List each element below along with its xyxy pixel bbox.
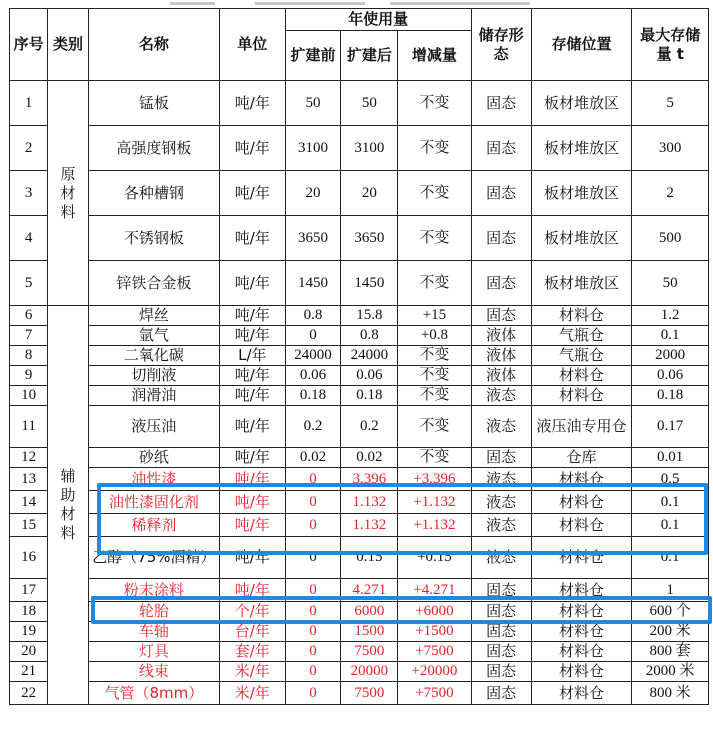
cell-storage-location: 板材堆放区 — [531, 216, 632, 261]
table-row — [10, 216, 709, 261]
cell-seq: 10 — [10, 386, 48, 406]
cell-unit: 吨/年 — [220, 326, 286, 346]
cell-name: 润滑油 — [88, 386, 219, 406]
cell-after: 24000 — [341, 346, 398, 366]
cell-before: 0.06 — [285, 366, 341, 386]
cell-seq: 18 — [10, 602, 48, 622]
cell-after: 3100 — [341, 126, 398, 171]
cell-change: 不变 — [398, 126, 471, 171]
cell-storage-location: 材料仓 — [531, 682, 632, 705]
cell-storage-form: 固态 — [471, 306, 531, 326]
cell-storage-form: 固态 — [471, 622, 531, 642]
materials-table — [9, 8, 709, 705]
category-raw-materials: 原材料 — [48, 81, 88, 306]
cell-after: 1.132 — [341, 491, 398, 514]
header-before: 扩建前 — [285, 31, 341, 81]
cell-storage-form: 固态 — [471, 662, 531, 682]
cell-max-storage: 600 个 — [632, 602, 709, 622]
cell-max-storage: 50 — [632, 261, 709, 306]
cell-unit: 吨/年 — [220, 406, 286, 448]
table-row — [10, 346, 709, 366]
cell-unit: L/年 — [220, 346, 286, 366]
cropped-caption-remnant — [0, 0, 713, 8]
cell-after: 20 — [341, 171, 398, 216]
cell-max-storage: 5 — [632, 81, 709, 126]
cell-seq: 3 — [10, 171, 48, 216]
cell-after: 0.2 — [341, 406, 398, 448]
table-row — [10, 126, 709, 171]
cell-max-storage: 0.01 — [632, 448, 709, 468]
cell-name: 高强度钢板 — [88, 126, 219, 171]
header-storage-form: 储存形态 — [471, 9, 531, 81]
table-row — [10, 682, 709, 705]
cell-before: 0 — [285, 491, 341, 514]
cell-max-storage: 0.18 — [632, 386, 709, 406]
cell-change: 不变 — [398, 81, 471, 126]
cell-seq: 11 — [10, 406, 48, 448]
cell-name: 线束 — [88, 662, 219, 682]
header-name: 名称 — [88, 9, 219, 81]
cell-unit: 吨/年 — [220, 216, 286, 261]
cell-storage-location: 气瓶仓 — [531, 326, 632, 346]
table-row — [10, 602, 709, 622]
cell-storage-form: 液态 — [471, 514, 531, 537]
cell-storage-location: 材料仓 — [531, 468, 632, 491]
cell-max-storage: 0.1 — [632, 537, 709, 579]
cell-storage-location: 材料仓 — [531, 514, 632, 537]
table-row — [10, 81, 709, 126]
cell-before: 3650 — [285, 216, 341, 261]
cell-before: 0.8 — [285, 306, 341, 326]
cell-storage-form: 固态 — [471, 642, 531, 662]
cell-max-storage: 1.2 — [632, 306, 709, 326]
cell-after: 7500 — [341, 682, 398, 705]
cell-storage-form: 固态 — [471, 81, 531, 126]
cell-max-storage: 0.1 — [632, 326, 709, 346]
cell-max-storage: 2 — [632, 171, 709, 216]
cell-change: +1.132 — [398, 491, 471, 514]
cell-name: 车轴 — [88, 622, 219, 642]
cell-unit: 吨/年 — [220, 579, 286, 602]
cell-storage-form: 固态 — [471, 602, 531, 622]
cell-name: 锌铁合金板 — [88, 261, 219, 306]
cell-after: 0.06 — [341, 366, 398, 386]
cell-seq: 7 — [10, 326, 48, 346]
cell-storage-location: 板材堆放区 — [531, 126, 632, 171]
cell-seq: 4 — [10, 216, 48, 261]
cell-max-storage: 2000 — [632, 346, 709, 366]
cell-after: 7500 — [341, 642, 398, 662]
cell-after: 0.02 — [341, 448, 398, 468]
cell-name: 焊丝 — [88, 306, 219, 326]
cell-after: 1450 — [341, 261, 398, 306]
table-body — [10, 81, 709, 705]
table-row — [10, 448, 709, 468]
table-row — [10, 537, 709, 579]
table-row — [10, 662, 709, 682]
cell-seq: 12 — [10, 448, 48, 468]
cell-before: 0 — [285, 537, 341, 579]
table-row — [10, 171, 709, 216]
cell-after: 0.15 — [341, 537, 398, 579]
cell-unit: 吨/年 — [220, 468, 286, 491]
cell-storage-location: 材料仓 — [531, 642, 632, 662]
cell-unit: 台/年 — [220, 622, 286, 642]
cell-storage-form: 液体 — [471, 326, 531, 346]
cell-storage-location: 材料仓 — [531, 306, 632, 326]
cell-unit: 吨/年 — [220, 171, 286, 216]
cell-after: 6000 — [341, 602, 398, 622]
cell-seq: 8 — [10, 346, 48, 366]
cell-before: 0 — [285, 326, 341, 346]
cell-before: 1450 — [285, 261, 341, 306]
cell-before: 0 — [285, 579, 341, 602]
cell-change: +1.132 — [398, 514, 471, 537]
cell-unit: 吨/年 — [220, 386, 286, 406]
cell-before: 24000 — [285, 346, 341, 366]
cell-storage-location: 液压油专用仓 — [531, 406, 632, 448]
cell-unit: 米/年 — [220, 682, 286, 705]
cell-change: +3.396 — [398, 468, 471, 491]
cell-name: 乙醇（75%酒精） — [88, 537, 219, 579]
cell-storage-form: 固态 — [471, 216, 531, 261]
cell-storage-location: 板材堆放区 — [531, 261, 632, 306]
table-row — [10, 579, 709, 602]
table-row — [10, 306, 709, 326]
table-row — [10, 514, 709, 537]
cell-seq: 2 — [10, 126, 48, 171]
cell-change: 不变 — [398, 346, 471, 366]
cell-storage-location: 板材堆放区 — [531, 171, 632, 216]
cell-unit: 吨/年 — [220, 126, 286, 171]
cell-change: +20000 — [398, 662, 471, 682]
cell-storage-location: 仓库 — [531, 448, 632, 468]
cell-name: 氩气 — [88, 326, 219, 346]
header-category: 类别 — [48, 9, 88, 81]
cell-storage-location: 材料仓 — [531, 622, 632, 642]
table-row — [10, 642, 709, 662]
table-row — [10, 468, 709, 491]
cell-after: 15.8 — [341, 306, 398, 326]
cell-seq: 13 — [10, 468, 48, 491]
cell-unit: 个/年 — [220, 602, 286, 622]
cell-before: 0 — [285, 662, 341, 682]
cell-storage-location: 材料仓 — [531, 386, 632, 406]
cell-seq: 20 — [10, 642, 48, 662]
cell-after: 20000 — [341, 662, 398, 682]
cell-unit: 吨/年 — [220, 81, 286, 126]
cell-change: +1500 — [398, 622, 471, 642]
cell-storage-form: 固态 — [471, 682, 531, 705]
header-after: 扩建后 — [341, 31, 398, 81]
cell-before: 3100 — [285, 126, 341, 171]
cell-name: 各种槽钢 — [88, 171, 219, 216]
cell-seq: 19 — [10, 622, 48, 642]
cell-name: 液压油 — [88, 406, 219, 448]
cell-before: 50 — [285, 81, 341, 126]
cell-name: 灯具 — [88, 642, 219, 662]
table-row — [10, 261, 709, 306]
cell-change: 不变 — [398, 448, 471, 468]
cell-before: 0 — [285, 622, 341, 642]
cell-unit: 套/年 — [220, 642, 286, 662]
cell-after: 1.132 — [341, 514, 398, 537]
table-row — [10, 406, 709, 448]
header-seq: 序号 — [10, 9, 48, 81]
cell-name: 不锈钢板 — [88, 216, 219, 261]
cell-name: 锰板 — [88, 81, 219, 126]
cell-unit: 吨/年 — [220, 537, 286, 579]
cell-seq: 16 — [10, 537, 48, 579]
cell-change: +7500 — [398, 682, 471, 705]
cell-storage-location: 气瓶仓 — [531, 346, 632, 366]
cell-max-storage: 0.1 — [632, 491, 709, 514]
cell-seq: 6 — [10, 306, 48, 326]
cell-after: 0.18 — [341, 386, 398, 406]
header-max-storage: 最大存储量 t — [632, 9, 709, 81]
cell-name: 二氧化碳 — [88, 346, 219, 366]
cell-storage-location: 材料仓 — [531, 602, 632, 622]
cell-after: 3.396 — [341, 468, 398, 491]
cell-storage-location: 材料仓 — [531, 579, 632, 602]
cell-before: 0 — [285, 514, 341, 537]
cell-storage-form: 液态 — [471, 491, 531, 514]
cell-name: 粉末涂料 — [88, 579, 219, 602]
table-row — [10, 326, 709, 346]
cell-after: 1500 — [341, 622, 398, 642]
cell-storage-form: 液态 — [471, 386, 531, 406]
cell-change: +0.15 — [398, 537, 471, 579]
cell-name: 轮胎 — [88, 602, 219, 622]
cell-seq: 15 — [10, 514, 48, 537]
cell-storage-form: 固态 — [471, 448, 531, 468]
cell-storage-form: 液态 — [471, 468, 531, 491]
table-row — [10, 622, 709, 642]
cell-change: +6000 — [398, 602, 471, 622]
cell-storage-location: 材料仓 — [531, 491, 632, 514]
cell-name: 气管（8mm） — [88, 682, 219, 705]
cell-seq: 9 — [10, 366, 48, 386]
cell-storage-location: 材料仓 — [531, 662, 632, 682]
cell-storage-form: 液体 — [471, 366, 531, 386]
cell-max-storage: 0.17 — [632, 406, 709, 448]
cell-max-storage: 800 套 — [632, 642, 709, 662]
cell-before: 0.02 — [285, 448, 341, 468]
cell-after: 0.8 — [341, 326, 398, 346]
cell-seq: 21 — [10, 662, 48, 682]
cell-before: 0 — [285, 682, 341, 705]
cell-max-storage: 800 米 — [632, 682, 709, 705]
cell-change: 不变 — [398, 261, 471, 306]
cell-max-storage: 2000 米 — [632, 662, 709, 682]
header-annual-usage: 年使用量 — [285, 9, 471, 31]
cell-storage-form: 液态 — [471, 537, 531, 579]
cell-max-storage: 1 — [632, 579, 709, 602]
cell-storage-form: 液态 — [471, 406, 531, 448]
category-aux-materials: 辅助材料 — [48, 306, 88, 705]
cell-unit: 吨/年 — [220, 261, 286, 306]
cell-after: 4.271 — [341, 579, 398, 602]
cell-storage-form: 液体 — [471, 346, 531, 366]
cell-before: 0 — [285, 642, 341, 662]
cell-max-storage: 300 — [632, 126, 709, 171]
cell-change: +15 — [398, 306, 471, 326]
header-change: 增减量 — [398, 31, 471, 81]
cell-name: 砂纸 — [88, 448, 219, 468]
cell-seq: 1 — [10, 81, 48, 126]
cell-unit: 吨/年 — [220, 514, 286, 537]
cell-change: 不变 — [398, 386, 471, 406]
cell-storage-form: 固态 — [471, 126, 531, 171]
cell-storage-form: 固态 — [471, 171, 531, 216]
cell-change: +4.271 — [398, 579, 471, 602]
cell-storage-form: 固态 — [471, 579, 531, 602]
cell-before: 0.2 — [285, 406, 341, 448]
cell-storage-location: 板材堆放区 — [531, 81, 632, 126]
cell-seq: 17 — [10, 579, 48, 602]
cell-change: 不变 — [398, 406, 471, 448]
cell-unit: 吨/年 — [220, 366, 286, 386]
cell-name: 切削液 — [88, 366, 219, 386]
cell-change: 不变 — [398, 366, 471, 386]
cell-storage-location: 材料仓 — [531, 537, 632, 579]
cell-change: 不变 — [398, 171, 471, 216]
cell-max-storage: 0.06 — [632, 366, 709, 386]
table-row — [10, 386, 709, 406]
header-unit: 单位 — [220, 9, 286, 81]
header-row-1 — [10, 9, 709, 31]
cell-after: 50 — [341, 81, 398, 126]
cell-unit: 吨/年 — [220, 448, 286, 468]
table-row — [10, 491, 709, 514]
cell-after: 3650 — [341, 216, 398, 261]
cell-seq: 14 — [10, 491, 48, 514]
cell-change: 不变 — [398, 216, 471, 261]
cell-before: 0 — [285, 468, 341, 491]
cell-max-storage: 500 — [632, 216, 709, 261]
cell-before: 0.18 — [285, 386, 341, 406]
cell-max-storage: 0.5 — [632, 468, 709, 491]
cell-name: 油性漆固化剂 — [88, 491, 219, 514]
table-row — [10, 366, 709, 386]
cell-max-storage: 0.1 — [632, 514, 709, 537]
cell-seq: 22 — [10, 682, 48, 705]
header-storage-location: 存储位置 — [531, 9, 632, 81]
cell-change: +0.8 — [398, 326, 471, 346]
cell-unit: 吨/年 — [220, 306, 286, 326]
cell-storage-form: 固态 — [471, 261, 531, 306]
cell-change: +7500 — [398, 642, 471, 662]
cell-unit: 吨/年 — [220, 491, 286, 514]
cell-name: 稀释剂 — [88, 514, 219, 537]
cell-max-storage: 200 米 — [632, 622, 709, 642]
cell-name: 油性漆 — [88, 468, 219, 491]
cell-unit: 米/年 — [220, 662, 286, 682]
cell-before: 0 — [285, 602, 341, 622]
cell-before: 20 — [285, 171, 341, 216]
cell-seq: 5 — [10, 261, 48, 306]
cell-storage-location: 材料仓 — [531, 366, 632, 386]
